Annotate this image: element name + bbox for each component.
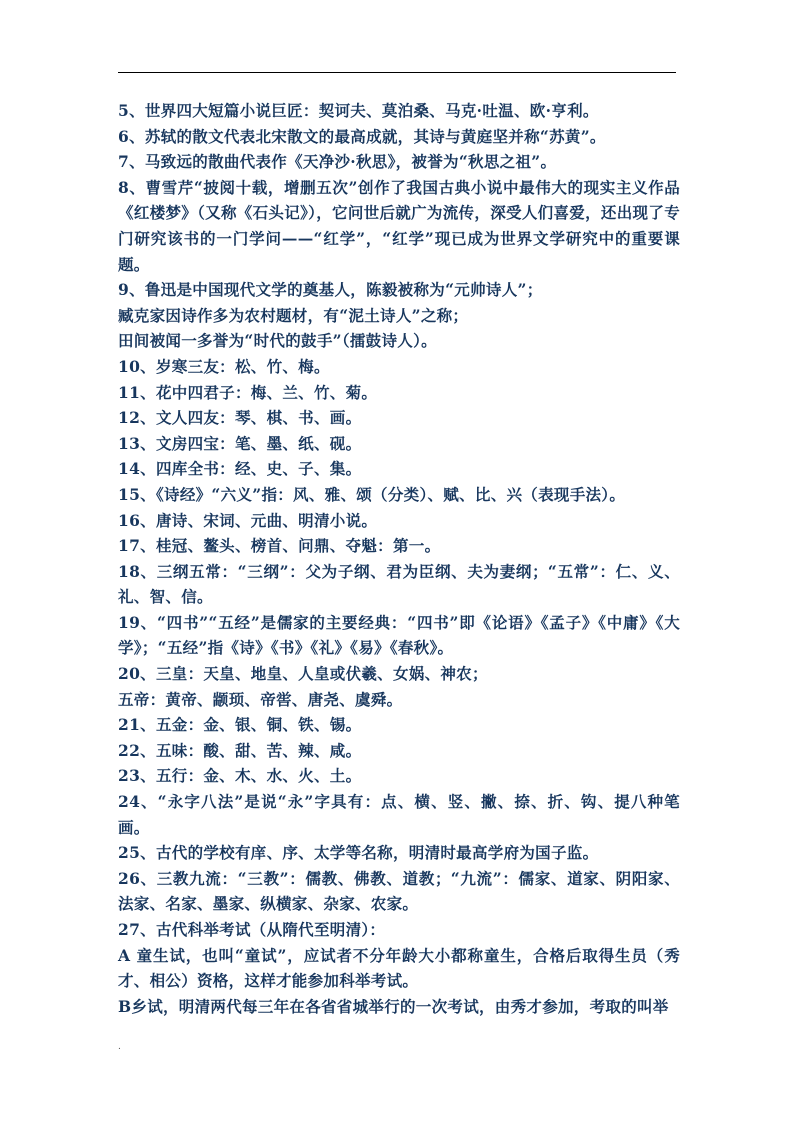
paragraph-12: 12、文人四友：琴、棋、书、画。 bbox=[118, 408, 362, 428]
paragraph-20: 20、三皇：天皇、地皇、人皇或伏羲、女娲、神农； bbox=[118, 664, 488, 684]
paragraph-9-zang: 臧克家因诗作多为农村题材，有“泥土诗人”之称； bbox=[118, 305, 469, 325]
paragraph-26: 26、三教九流：“三教”：儒教、佛教、道教；“九流”：儒家、道家、阴阳家、法家、名家、墨家、纵横家、杂家、农家。 bbox=[118, 868, 680, 914]
paragraph-19: 19、“四书”“五经”是儒家的主要经典：“四书”即《论语》《孟子》《中庸》《大学》；“五经”指《诗》《书》《礼》《易》《春秋》。 bbox=[118, 612, 680, 658]
paragraph-18: 18、三纲五常：“三纲”：父为子纲、君为臣纲、夫为妻纲；“五常”：仁、义、礼、智、信。 bbox=[118, 561, 680, 607]
paragraph-10: 10、岁寒三友：松、竹、梅。 bbox=[118, 356, 330, 376]
paragraph-9: 9、鲁迅是中国现代文学的奠基人，陈毅被称为“元帅诗人”； bbox=[118, 280, 543, 300]
paragraph-9-tian: 田间被闻一多誉为“时代的鼓手”（擂鼓诗人）。 bbox=[118, 331, 437, 351]
paragraph-22: 22、五味：酸、甜、苦、辣、咸。 bbox=[118, 740, 362, 760]
paragraph-6: 6、苏轼的散文代表北宋散文的最高成就，其诗与黄庭坚并称“苏黄”。 bbox=[118, 126, 606, 146]
paragraph-13: 13、文房四宝：笔、墨、纸、砚。 bbox=[118, 433, 362, 453]
paragraph-7: 7、马致远的散曲代表作《天净沙·秋思》，被誉为“秋思之祖”。 bbox=[118, 152, 557, 172]
document-body bbox=[118, 98, 680, 1019]
paragraph-23: 23、五行：金、木、水、火、土。 bbox=[118, 766, 362, 786]
paragraph-5: 5、世界四大短篇小说巨匠：契诃夫、莫泊桑、马克·吐温、欧·亨利。 bbox=[118, 101, 599, 120]
paragraph-14: 14、四库全书：经、史、子、集。 bbox=[118, 459, 362, 479]
paragraph-8: 8、曹雪芹“披阅十载，增删五次”创作了我国古典小说中最伟大的现实主义作品《红楼梦》（又称《石头记》），它问世后就广为流传，深受人们喜爱，还出现了专门研究该书的一门学问——“红学”，“红学”现已成为世界文学研究中的重要课题。 bbox=[118, 177, 680, 274]
paragraph-27-b: B乡试，明清两代每三年在各省省城举行的一次考试，由秀才参加，考取的叫举 bbox=[118, 996, 669, 1016]
paragraph-17: 17、桂冠、鳌头、榜首、问鼎、夺魁：第一。 bbox=[118, 536, 441, 556]
paragraph-25: 25、古代的学校有庠、序、太学等名称，明清时最高学府为国子监。 bbox=[118, 843, 599, 863]
paragraph-15: 15、《诗经》“六义”指：风、雅、颂（分类）、赋、比、兴（表现手法）。 bbox=[118, 484, 626, 504]
paragraph-27-a: A 童生试，也叫“童试”，应试者不分年龄大小都称童生，合格后取得生员（秀才、相公）资格，这样才能参加科举考试。 bbox=[118, 945, 680, 991]
paragraph-24: 24、“永字八法”是说“永”字具有：点、横、竖、撇、捺、折、钩、提八种笔画。 bbox=[118, 792, 680, 837]
paragraph-20-wudi: 五帝：黄帝、颛顼、帝喾、唐尧、虞舜。 bbox=[118, 689, 403, 709]
paragraph-27: 27、古代科举考试（从隋代至明清）： bbox=[118, 920, 386, 939]
paragraph-16: 16、唐诗、宋词、元曲、明清小说。 bbox=[118, 510, 378, 530]
header-rule bbox=[118, 72, 676, 73]
paragraph-21: 21、五金：金、银、铜、铁、锡。 bbox=[118, 715, 362, 735]
paragraph-11: 11、花中四君子：梅、兰、竹、菊。 bbox=[118, 382, 378, 402]
footer-mark: . bbox=[118, 1042, 121, 1052]
